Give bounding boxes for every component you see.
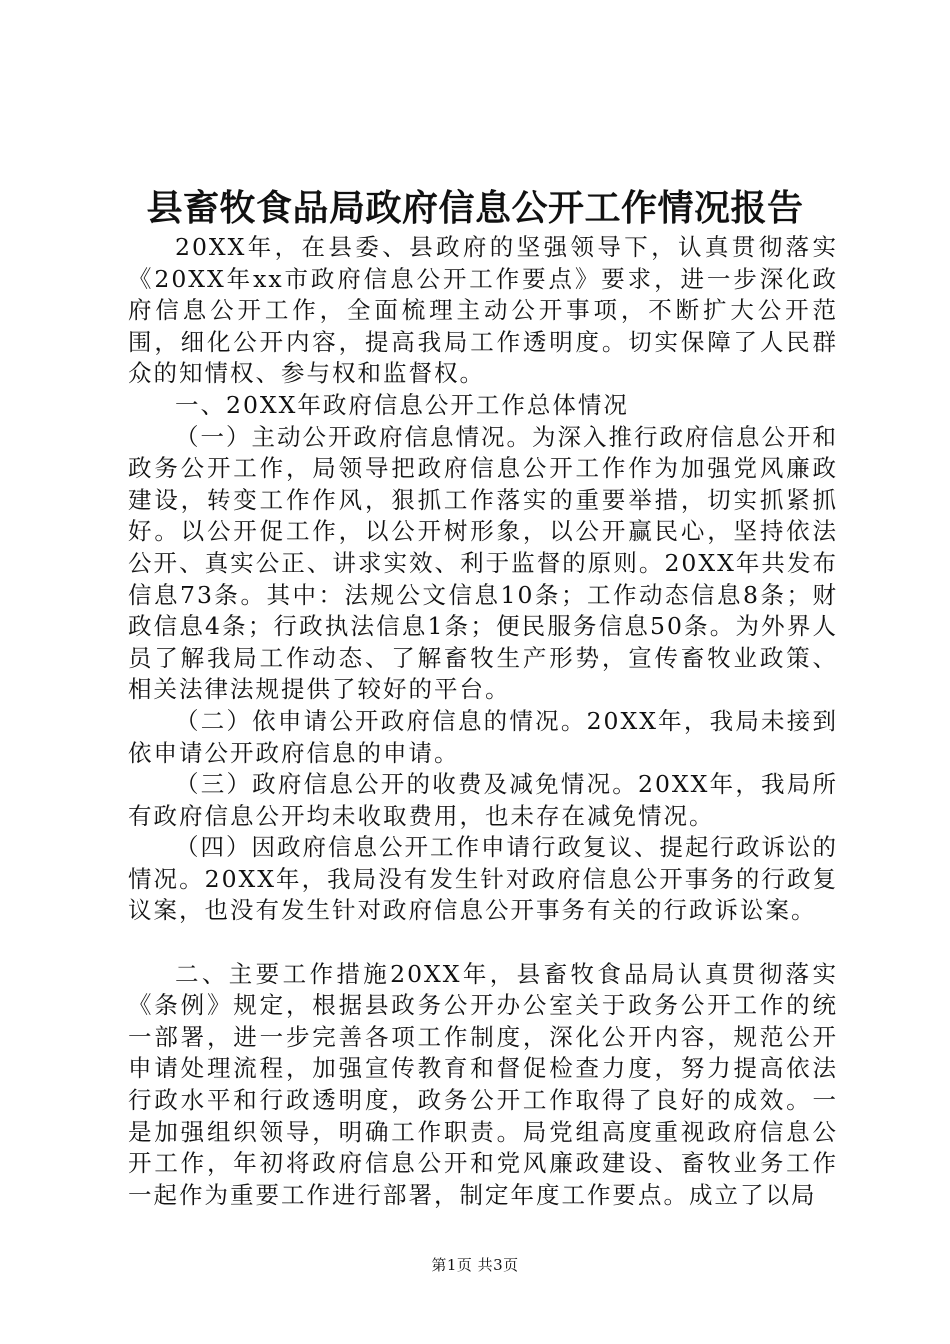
document-body xyxy=(128,232,838,1211)
page-number-footer: 第1页 共3页 xyxy=(431,1256,519,1274)
paragraph-intro: 20XX年，在县委、县政府的坚强领导下，认真贯彻落实《20XX年xx市政府信息公开工作要点》要求，进一步深化政府信息公开工作，全面梳理主动公开事项，不断扩大公开范围，细化公开内容，提高我局工作透明度。切实保障了人民群众的知情权、参与权和监督权。 xyxy=(128,233,838,388)
paragraph-section-1-1: （一）主动公开政府信息情况。为深入推行政府信息公开和政务公开工作，局领导把政府信息公开工作作为加强党风廉政建设，转变工作作风，狠抓工作落实的重要举措，切实抓紧抓好。以公开促工作，以公开树形象，以公开赢民心，坚持依法公开、真实公正、讲求实效、利于监督的原则。20XX年共发布信息73条。其中：法规公文信息10条；工作动态信息8条；财政信息4条；行政执法信息1条；便民服务信息50条。为外界人员了解我局工作动态、了解畜牧生产形势，宣传畜牧业政策、相关法律法规提供了较好的平台。 xyxy=(128,422,838,704)
paragraph-section-1-2: （二）依申请公开政府信息的情况。20XX年，我局未接到依申请公开政府信息的申请。 xyxy=(128,706,838,767)
paragraph-section-2: 二、主要工作措施20XX年，县畜牧食品局认真贯彻落实《条例》规定，根据县政务公开办公室关于政务公开工作的统一部署，进一步完善各项工作制度，深化公开内容，规范公开申请处理流程，加强宣传教育和督促检查力度，努力提高依法行政水平和行政透明度，政务公开工作取得了良好的成效。一是加强组织领导，明确工作职责。局党组高度重视政府信息公开工作，年初将政府信息公开和党风廉政建设、畜牧业务工作一起作为重要工作进行部署，制定年度工作要点。成立了以局 xyxy=(128,959,838,1209)
section-heading-1: 一、20XX年政府信息公开工作总体情况 xyxy=(175,390,629,419)
paragraph-section-1-4: （四）因政府信息公开工作申请行政复议、提起行政诉讼的情况。20XX年，我局没有发生针对政府信息公开事务的行政复议案，也没有发生针对政府信息公开事务有关的行政诉讼案。 xyxy=(128,833,838,925)
paragraph-section-1-3: （三）政府信息公开的收费及减免情况。20XX年，我局所有政府信息公开均未收取费用，也未存在减免情况。 xyxy=(128,770,838,830)
document-title: 县畜牧食品局政府信息公开工作情况报告 xyxy=(146,187,804,229)
